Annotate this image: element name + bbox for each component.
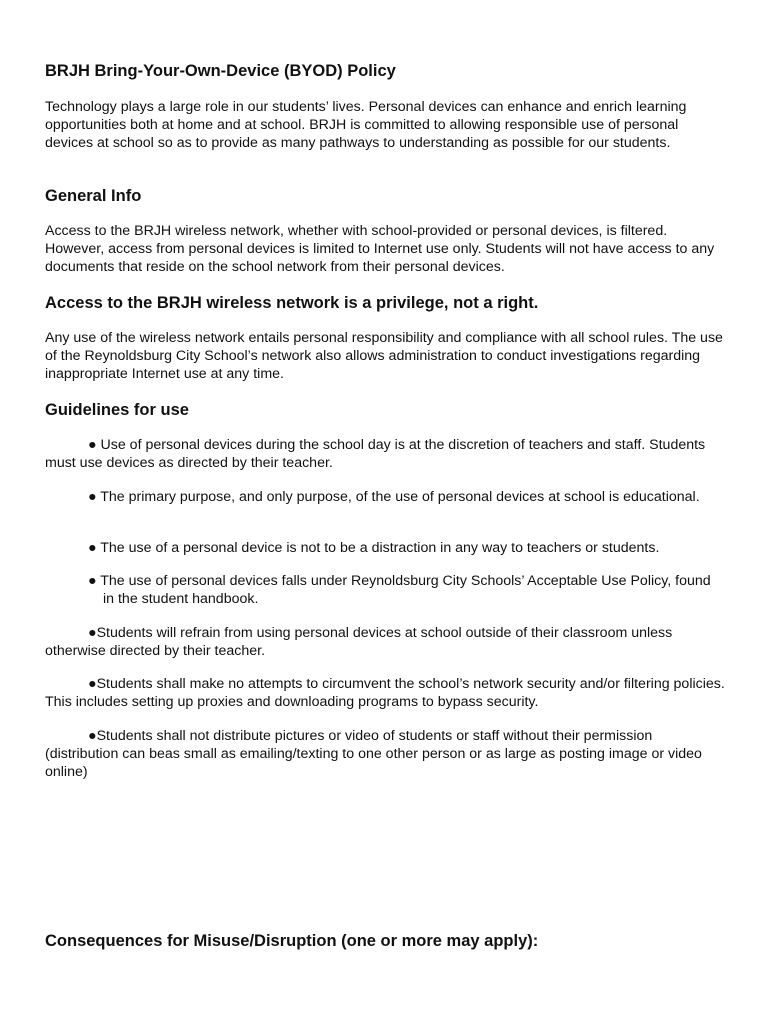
- page-title: BRJH Bring-Your-Own-Device (BYOD) Policy: [45, 62, 396, 80]
- guideline-item: ●Students shall not distribute pictures or video of students or staff without their permission (distribution can beas small as emailing/texting to one other person or as large as posting image or video online): [45, 728, 702, 780]
- privilege-paragraph: Any use of the wireless network entails personal responsibility and compliance with all school rules. The use of the Reynoldsburg City School’s network also allows administration to conduct investigations regarding inappropriate Internet use at any time.: [45, 330, 723, 382]
- privilege-heading: Access to the BRJH wireless network is a privilege, not a right.: [45, 294, 539, 312]
- guideline-item: ● The use of a personal device is not to be a distraction in any way to teachers or students.: [88, 540, 660, 556]
- guideline-item: ● Use of personal devices during the school day is at the discretion of teachers and staff. Students must use devices as directed by their teacher.: [45, 437, 706, 471]
- guideline-item: ● The primary purpose, and only purpose, of the use of personal devices at school is educational.: [88, 489, 700, 505]
- consequences-heading: Consequences for Misuse/Disruption (one or more may apply):: [45, 932, 539, 950]
- intro-paragraph: Technology plays a large role in our students’ lives. Personal devices can enhance and enrich learning opportunities both at home and at school. BRJH is committed to allowing responsible use of personal devices at school so as to provide as many pathways to understanding as possible for our students.: [45, 99, 687, 151]
- guideline-item: ● The use of personal devices falls under Reynoldsburg City Schools’ Acceptable Use Policy, found in the student handbook.: [88, 573, 711, 607]
- guideline-item: ●Students shall make no attempts to circumvent the school’s network security and/or filtering policies. This includes setting up proxies and downloading programs to bypass security.: [45, 676, 725, 710]
- guidelines-heading: Guidelines for use: [45, 401, 189, 419]
- general-info-paragraph: Access to the BRJH wireless network, whether with school-provided or personal devices, is filtered. However, access from personal devices is limited to Internet use only. Students will not have access to any documents that reside on the school network from their personal devices.: [45, 223, 715, 275]
- guideline-item: ●Students will refrain from using personal devices at school outside of their classroom unless otherwise directed by their teacher.: [45, 625, 673, 659]
- general-info-heading: General Info: [45, 187, 142, 205]
